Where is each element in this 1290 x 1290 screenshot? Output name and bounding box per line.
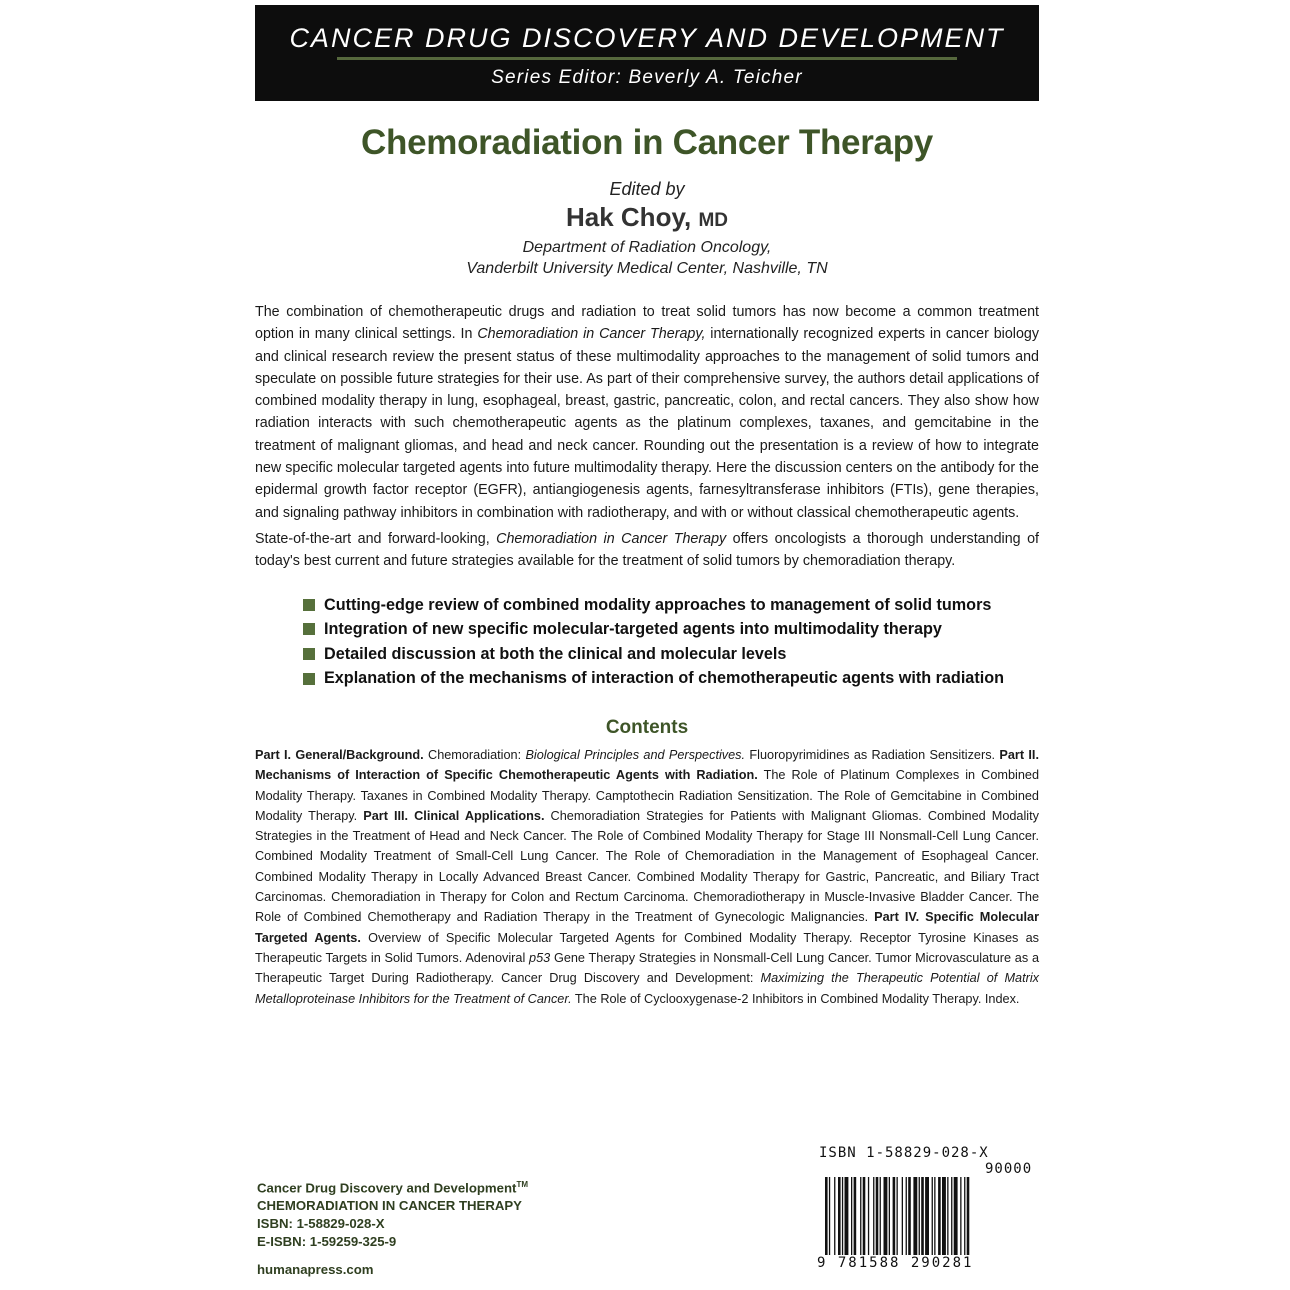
barcode-stripe	[868, 1177, 869, 1261]
desc-text: offers oncologists a thorough understanding of today's best current and future strategies available for the treatment of solid tumors by chemoradiation therapy.	[255, 530, 1040, 570]
editor-name	[255, 202, 1039, 233]
barcode-stripe	[860, 1177, 861, 1261]
barcode-stripe	[934, 1177, 935, 1261]
series-banner	[255, 5, 1039, 101]
footer-series-text: Cancer Drug Discovery and Development	[257, 1180, 517, 1196]
desc-book-title: Chemoradiation in Cancer Therapy	[496, 530, 727, 547]
barcode-stripe	[938, 1177, 941, 1261]
barcode-stripe	[884, 1177, 888, 1261]
series-title: CANCER DRUG DISCOVERY AND DEVELOPMENT	[289, 23, 1005, 53]
feature-item	[303, 593, 1039, 618]
contents-body	[255, 745, 1039, 1009]
barcode-stripe	[829, 1177, 830, 1261]
contents-text: Fluoropyrimidines as Radiation Sensitizers.	[745, 747, 1000, 762]
barcode-stripe	[876, 1177, 879, 1261]
barcode-price-code: 90000	[985, 1161, 1033, 1177]
editor-affiliation	[255, 237, 1039, 279]
barcode-stripe	[842, 1177, 843, 1261]
editor-credential: MD	[698, 210, 728, 231]
affiliation-line-2: Vanderbilt University Medical Center, Nashville, TN	[466, 260, 828, 277]
contents-italic: Biological Principles and Perspectives.	[525, 747, 746, 762]
publisher-website-link[interactable]: humanapress.com	[257, 1262, 374, 1278]
contents-italic: Maximizing the Therapeutic Potential of Matrix Metalloproteinase Inhibitors for the Treatment of Cancer.	[255, 971, 1039, 1006]
barcode-stripe	[863, 1177, 866, 1261]
barcode-stripe	[906, 1177, 907, 1261]
barcode-stripe	[880, 1177, 881, 1261]
trademark-mark: TM	[516, 1180, 528, 1189]
series-editor: Series Editor: Beverly A. Teicher	[491, 67, 803, 88]
feature-item	[303, 666, 1039, 691]
barcode-stripe	[919, 1177, 920, 1261]
edited-by-label: Edited by	[609, 179, 685, 199]
barcode-stripe	[889, 1177, 890, 1261]
footer-eisbn: E-ISBN: 1-59259-325-9	[257, 1234, 397, 1250]
barcode-stripe	[925, 1177, 929, 1261]
barcode-stripe	[947, 1177, 948, 1261]
description-paragraph-1	[255, 301, 1039, 524]
barcode-stripe	[960, 1177, 961, 1261]
feature-item	[303, 642, 1039, 667]
affiliation-line-1: Department of Radiation Oncology,	[522, 239, 772, 256]
barcode-stripe	[964, 1177, 965, 1261]
barcode-stripe	[851, 1177, 852, 1261]
barcode-stripe	[902, 1177, 903, 1261]
desc-text: State-of-the-art and forward-looking,	[255, 530, 497, 547]
feature-text: Detailed discussion at both the clinical and molecular levels	[324, 644, 787, 663]
barcode-stripe	[932, 1177, 933, 1261]
square-bullet-icon	[303, 623, 315, 635]
square-bullet-icon	[303, 673, 315, 685]
footer-isbn: ISBN: 1-58829-028-X	[257, 1216, 385, 1232]
feature-text: Integration of new specific molecular-targeted agents into multimodality therapy	[324, 620, 942, 639]
part-heading: Part II. Mechanisms of Interaction of Specific Chemotherapeutic Agents with Radiation.	[255, 747, 1039, 783]
barcode-stripe	[913, 1177, 917, 1261]
barcode-stripe	[908, 1177, 911, 1261]
contents-italic: p53	[529, 950, 551, 965]
barcode-stripe	[854, 1177, 857, 1261]
desc-text: The combination of chemotherapeutic drugs and radiation to treat solid tumors has now become a common treatment option in many clinical settings. In	[255, 304, 1039, 343]
part-heading: Part IV. Specific Molecular Targeted Agents.	[255, 910, 1040, 945]
description-paragraph-2	[255, 528, 1039, 573]
barcode-stripe	[838, 1177, 841, 1261]
barcode-bars	[815, 1177, 1043, 1261]
banner-rule	[337, 57, 957, 60]
publisher-footer	[257, 1176, 528, 1279]
barcode-stripe	[897, 1177, 898, 1261]
contents-text: Gene Therapy Strategies in Nonsmall-Cell Lung Cancer. Tumor Microvasculature as a Therapeutic Target During Radiotherapy. Cancer Drug Discovery and Development:	[255, 950, 1040, 986]
contents-text: The Role of Platinum Complexes in Combined Modality Therapy. Taxanes in Combined Modality Therapy. Camptothecin Radiation Sensitization. The Role of Gemcitabine in Combined Modality Therapy.	[255, 768, 1040, 823]
part-heading: Part III. Clinical Applications.	[363, 808, 545, 823]
barcode-stripe	[942, 1177, 946, 1261]
barcode-stripe	[967, 1177, 970, 1261]
barcode-stripe	[873, 1177, 874, 1261]
barcode-stripe	[893, 1177, 896, 1261]
contents-text: Overview of Specific Molecular Targeted Agents for Combined Modality Therapy. Receptor Tyrosine Kinases as Therapeutic Targets in Solid Tumors. Adenoviral	[255, 930, 1039, 965]
desc-book-title: Chemoradiation in Cancer Therapy,	[477, 326, 706, 343]
contents-text: The Role of Cyclooxygenase-2 Inhibitors in Combined Modality Therapy. Index.	[571, 991, 1020, 1006]
book-title: Chemoradiation in Cancer Therapy	[361, 123, 933, 162]
part-heading: Part I. General/Background.	[255, 747, 424, 762]
barcode-stripe	[951, 1177, 952, 1261]
contents-text: Chemoradiation Strategies for Patients with Malignant Gliomas. Combined Modality Strategies in the Treatment of Head and Neck Cancer. The Role of Combined Modality Therapy for Stage III Nonsmall-Cell Lung Cancer. Combined Modality Treatment of Small-Cell Lung Cancer. The Role of Chemoradiation in the Management of Esophageal Cancer. Combined Modality Therapy in Locally Advanced Breast Cancer. Combined Modality Therapy for Gastric, Pancreatic, and Biliary Tract Carcinomas. Chemoradiation in Therapy for Colon and Rectum Carcinoma. Chemoradiotherapy in Muscle-Invasive Bladder Cancer. The Role of Combined Chemotherapy and Radiation Therapy in the Treatment of Gynecologic Malignancies.	[255, 808, 1039, 925]
editor-name-text: Hak Choy,	[565, 202, 692, 232]
barcode-stripe	[845, 1177, 849, 1261]
desc-text: internationally recognized experts in cancer biology and clinical research review the present status of these multimodality approaches to the management of solid tumors and speculate on possible future strategies for their use. As part of their comprehensive survey, the authors detail applications of combined modality therapy in lung, esophageal, breast, gastric, pancreatic, colon, and rectal cancers. They also show how radiation interacts with such chemotherapeutic agents as the platinum complexes, taxanes, and gemcitabine in the treatment of malignant gliomas, and head and neck cancer. Rounding out the presentation is a review of how to integrate new specific molecular targeted agents into future multimodality therapy. Here the discussion centers on the antibody for the epidermal growth factor receptor (EGFR), antiangiogenesis agents, farnesyltransferase inhibitors (FTIs), gene therapies, and signaling pathway inhibitors in combination with radiotherapy, and with or without classical chemotherapeutic agents.	[255, 326, 1039, 521]
contents-text: Chemoradiation:	[423, 747, 526, 762]
barcode-stripe	[825, 1177, 828, 1261]
square-bullet-icon	[303, 599, 315, 611]
barcode-isbn-label: ISBN 1-58829-028-X	[819, 1145, 989, 1161]
feature-item	[303, 617, 1039, 642]
footer-title: CHEMORADIATION IN CANCER THERAPY	[257, 1198, 522, 1214]
barcode	[815, 1145, 1043, 1275]
back-cover	[255, 5, 1039, 1021]
footer-series	[257, 1176, 528, 1197]
feature-text: Explanation of the mechanisms of interaction of chemotherapeutic agents with radiation	[324, 669, 1004, 688]
barcode-stripe	[954, 1177, 958, 1261]
feature-list	[303, 593, 1039, 691]
barcode-stripe	[921, 1177, 924, 1261]
barcode-ean-number: 9 781588 290281	[815, 1255, 1045, 1271]
barcode-stripe	[834, 1177, 835, 1261]
square-bullet-icon	[303, 648, 315, 660]
contents-heading: Contents	[605, 716, 689, 738]
feature-text: Cutting-edge review of combined modality approaches to management of solid tumors	[324, 595, 992, 614]
